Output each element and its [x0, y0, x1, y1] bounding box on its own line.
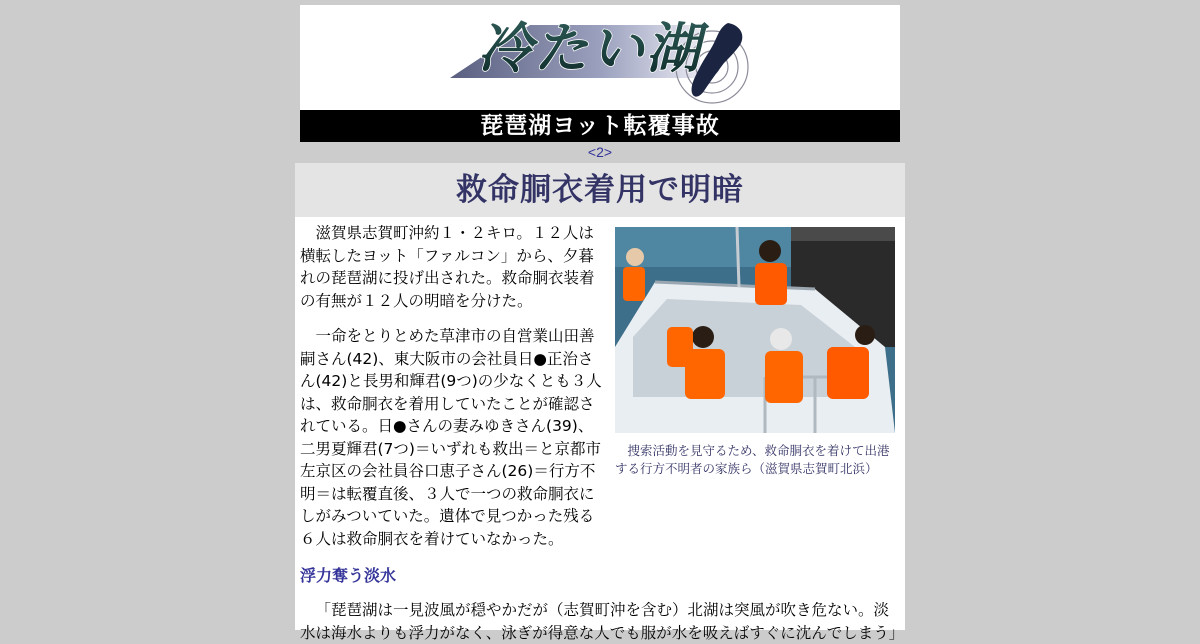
banner [300, 5, 900, 110]
photo-figure [615, 227, 895, 478]
article-subheading: 浮力奪う淡水 [300, 566, 397, 585]
series-title: 琵琶湖ヨット転覆事故 [300, 110, 900, 142]
boat-photo [615, 227, 895, 433]
headline-band [295, 163, 905, 217]
banner-logo [300, 5, 900, 110]
page-link-2[interactable]: 2 [596, 144, 604, 160]
article-paragraph-2: 一命をとりとめた草津市の自営業山田善嗣さん(42)、東大阪市の会社員日●正治さん(42)と長男和輝君(9つ)の少なくとも３人は、救命胴衣を着用していたことが確認されている。日●さんの妻みゆきさん(39)、二男夏輝君(7つ)＝いずれも救出＝と京都市左京区の会社員谷口恵子さん(26)＝行方不明＝は転覆直後、３人で一つの救命胴衣にしがみついていた。遺体で見つかった残る６人は救命胴衣を着けていなかった。 [300, 327, 602, 548]
banner-title: 冷たい湖 [478, 16, 702, 80]
pager [300, 143, 900, 161]
pager-prefix: < [587, 144, 597, 160]
article-body [295, 217, 905, 644]
pager-suffix: > [603, 144, 613, 160]
photo-caption: 捜索活動を見守るため、救命胴衣を着けて出港する行方不明者の家族ら（滋賀県志賀町北浜） [615, 443, 890, 476]
article-headline: 救命胴衣着用で明暗 [456, 172, 744, 208]
article-paragraph-3: 「琵琶湖は一見波風が穏やかだが（志賀町沖を含む）北湖は突風が吹き危ない。淡水は海水よりも浮力がなく、泳ぎが得意な人でも服が水を吸えばすぐに沈んでしまう」 [300, 601, 905, 642]
article-paragraph-1: 滋賀県志賀町沖約１・２キロ。１２人は横転したヨット「ファルコン」から、夕暮れの琵琶湖に投げ出された。救命胴衣装着の有無が１２人の明暗を分けた。 [300, 224, 595, 310]
article [295, 163, 905, 642]
